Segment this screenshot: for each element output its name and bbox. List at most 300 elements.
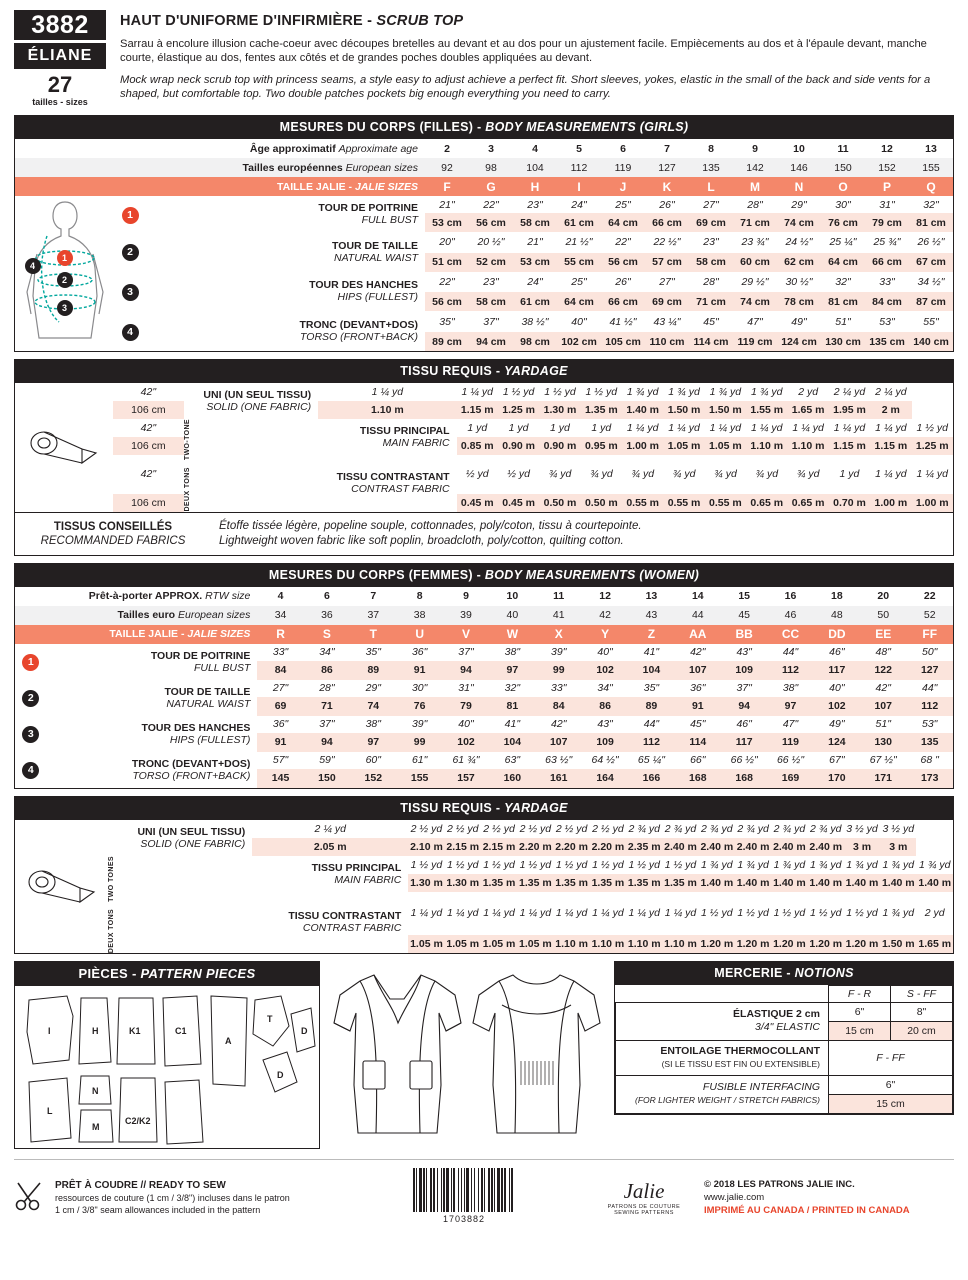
measurement-value-cm: 58 cm [689, 253, 733, 272]
yardage-value-yd: ¾ yd [755, 468, 779, 481]
measurement-value-inch: 23" [483, 275, 499, 288]
yardage-value-yd: 1 ½ yd [585, 386, 618, 398]
size-value: 13 [925, 142, 937, 155]
measurement-value-inch: 47" [747, 315, 763, 328]
measurement-value-cm: 99 [536, 661, 582, 680]
measurement-value-cm: 112 [906, 697, 953, 716]
measurement-value-inch: 28" [703, 275, 719, 288]
size-value: 9 [752, 142, 758, 155]
measurement-value-inch: 39" [411, 718, 428, 731]
measurement-value-inch: 36" [411, 646, 428, 659]
yardage-value-m: 1.40 m [735, 874, 771, 892]
measurement-number [15, 680, 47, 716]
measurement-value-cm: 79 cm [865, 213, 909, 232]
back-view-drawing [469, 965, 604, 1140]
yardage-value-m: 1.65 m [916, 935, 953, 953]
size-value: 15 [738, 590, 750, 603]
ready-to-sew-fr: ressources de couture (1 cm / 3/8") incluses dans le patron [55, 1192, 290, 1203]
measurement-number [15, 716, 47, 752]
yardage-value-yd: ¾ yd [548, 468, 572, 481]
measurement-value-inch: 32" [835, 275, 851, 288]
brand-sub-en: SEWING PATTERNS [614, 1209, 674, 1216]
yardage-value-yd: 1 ¾ yd [918, 858, 951, 871]
yardage-value-yd: 3 ½ yd [882, 822, 915, 835]
size-value: 146 [777, 158, 821, 177]
size-value: 155 [909, 158, 953, 177]
measurement-value-inch: 51" [875, 718, 891, 731]
svg-text:L: L [47, 1105, 53, 1116]
measurement-label: TOUR DE TAILLE NATURAL WAIST [332, 239, 418, 264]
measurement-value-cm: 91 [257, 733, 303, 752]
measurement-value-inch: 25" [615, 198, 631, 211]
measurement-value-cm: 66 cm [601, 292, 645, 311]
yardage-value-yd: 1 ¼ yd [875, 422, 907, 434]
page-title [120, 10, 954, 29]
measurement-value-inch: 66" [690, 754, 706, 767]
yardage-value-yd: 2 ¾ yd [701, 822, 733, 835]
measurement-value-inch: 53" [922, 718, 938, 731]
recommended-label-fr: TISSUS CONSEILLÉS [53, 520, 173, 533]
yardage-value-yd: 1 ¼ yd [446, 907, 479, 920]
yardage-value-m: 1.00 m [870, 494, 911, 512]
size-value: 4 [532, 142, 538, 155]
yardage-value-yd: 1 ¼ yd [371, 386, 404, 398]
barcode-bars [413, 1168, 515, 1212]
size-value: 13 [645, 590, 658, 603]
measurement-value-cm: 91 [675, 697, 721, 716]
yardage-value-m: 2.40 m [735, 838, 771, 856]
measurement-value-cm: 60 cm [733, 253, 777, 272]
measurement-value-cm: 107 [675, 661, 721, 680]
measurement-value-inch: 36" [690, 682, 706, 695]
measurement-value-cm: 66 cm [645, 213, 689, 232]
measurement-value-cm: 173 [906, 769, 953, 788]
size-value: V [443, 625, 489, 644]
yardage-value-m: 0.50 m [581, 494, 622, 512]
measurement-value-inch: 36" [272, 718, 289, 731]
measurement-value-cm: 117 [814, 661, 860, 680]
recommended-labels [15, 514, 211, 554]
notions-section [614, 961, 954, 1115]
measurement-value-inch: 43" [597, 718, 613, 731]
pattern-name: ÉLIANE [14, 43, 106, 69]
svg-text:N: N [92, 1085, 99, 1096]
yardage-value-yd: 1 ¾ yd [626, 386, 659, 398]
yardage-value-m: 0.85 m [457, 437, 498, 455]
size-value: J [601, 177, 645, 196]
yardage-value-m: 1.30 m [408, 874, 444, 892]
measurement-value-inch: 42" [690, 646, 706, 659]
size-row [15, 139, 953, 158]
size-row [15, 177, 953, 196]
measurement-value-cm: 168 [675, 769, 721, 788]
yardage-value-yd: 1 yd [467, 422, 488, 434]
measurement-value-inch: 53" [879, 315, 895, 328]
measurement-label: TOUR DE POITRINE FULL BUST [318, 202, 418, 226]
measurement-label: TRONC (DEVANT+DOS) TORSO (FRONT+BACK) [131, 757, 251, 782]
svg-text:K1: K1 [129, 1025, 141, 1036]
website-link[interactable]: www.jalie.com [704, 1191, 765, 1203]
measurement-value-cm: 97 [767, 697, 813, 716]
yardage-value-m: 1.40 m [771, 874, 807, 892]
size-value: 41 [536, 606, 582, 625]
yardage-value-m: 0.70 m [829, 494, 870, 512]
yardage-value-m: 1.10 m [590, 935, 626, 953]
measurement-value-inch: 37" [319, 718, 335, 731]
measurement-value-inch: 57" [272, 754, 289, 767]
size-value: 127 [645, 158, 689, 177]
measurement-value-cm: 94 [443, 661, 489, 680]
size-value: BB [721, 625, 767, 644]
measurement-value-inch: 25 ¼" [829, 236, 857, 249]
description-fr: Sarrau à encolure illusion cache-coeur avec découpes bretelles au devant et au dos pour un ajustement facile. Empiècements au dos et à l'épaule devant, manche courte, élastique au dos, fentes aux côtés et de grandes poches doubles appliquées au devant. [120, 38, 927, 65]
measurement-value-inch: 45" [690, 718, 706, 731]
yardage-value-m: 1.20 m [735, 935, 771, 953]
measurement-value-cm: 99 [396, 733, 442, 752]
yardage-value-yd: 1 ½ yd [410, 858, 443, 871]
yardage-value-yd: 2 ¼ yd [875, 386, 907, 398]
measurement-value-cm: 56 cm [469, 213, 513, 232]
measurement-value-cm: 74 cm [733, 292, 777, 311]
yardage-value-m: 1.25 m [498, 401, 539, 419]
notions-elastic-label-en: 3/4" ELASTIC [754, 1021, 820, 1034]
size-value: 46 [767, 606, 813, 625]
women-measurements-table [15, 587, 953, 788]
measurement-value-cm: 171 [860, 769, 906, 788]
measurement-badge: 3 [122, 284, 139, 301]
yardage-value-m: 1.35 m [581, 401, 622, 419]
yardage-value-m: 1.10 m [746, 437, 787, 455]
yardage-value-yd: 1 ½ yd [701, 907, 733, 920]
barcode [413, 1168, 515, 1224]
measurement-value-cm: 124 cm [777, 332, 821, 351]
measurement-value-cm: 81 [489, 697, 535, 716]
ready-to-sew-en: 1 cm / 3/8" seam allowances included in the pattern [55, 1204, 261, 1215]
measurement-value-cm: 61 cm [513, 292, 557, 311]
sizes-count-block [14, 74, 106, 108]
size-value: Z [628, 625, 674, 644]
size-value: F [425, 177, 469, 196]
measurement-value-cm: 55 cm [557, 253, 601, 272]
yardage-label: TISSU PRINCIPAL MAIN FABRIC [311, 861, 402, 886]
footer-ready-to-sew [14, 1179, 344, 1216]
yardage-value-m: 0.45 m [457, 494, 498, 512]
size-value: W [489, 625, 535, 644]
yardage-value-m: 1.10 m [553, 935, 589, 953]
measurement-value-cm: 157 [443, 769, 489, 788]
measurement-number [15, 644, 47, 680]
measurement-value-cm: 74 [350, 697, 396, 716]
measurement-value-cm: 86 [582, 697, 628, 716]
yardage-value-yd: ½ yd [507, 468, 530, 481]
size-value: M [733, 177, 777, 196]
measurement-value-cm: 94 cm [469, 332, 513, 351]
copyright-text: © 2018 LES PATRONS JALIE INC. [704, 1178, 855, 1190]
notions-row-interfacing-title [616, 1040, 953, 1075]
measurement-value-cm: 53 cm [513, 253, 557, 272]
measurement-value-inch: 33" [879, 275, 895, 288]
women-yardage-band-en: YARDAGE [504, 800, 568, 815]
measurement-value-inch: 30 ½" [785, 275, 813, 288]
notions-interfacing-sub-fr: (SI LE TISSU EST FIN OU EXTENSIBLE) [661, 1058, 820, 1069]
measurement-value-inch: 33" [551, 682, 567, 695]
yardage-row-m [15, 437, 953, 455]
yardage-value-yd: 2 ½ yd [483, 822, 515, 835]
yardage-value-yd: 1 ½ yd [555, 858, 588, 871]
size-value: 10 [793, 142, 805, 155]
measurement-value-cm: 105 cm [601, 332, 645, 351]
measurement-value-inch: 37" [736, 682, 752, 695]
yardage-value-m: 1.55 m [746, 401, 787, 419]
yardage-value-m: 2.20 m [590, 838, 626, 856]
yardage-label: UNI (UN SEUL TISSU) SOLID (ONE FABRIC) [203, 389, 312, 413]
yardage-value-m: 0.90 m [539, 437, 580, 455]
measurement-badge: 4 [122, 324, 139, 341]
measurement-value-inch: 44" [782, 646, 799, 659]
measurement-value-cm: 102 cm [557, 332, 601, 351]
fabric-roll-illustration [15, 383, 113, 512]
measurement-value-inch: 49" [791, 315, 807, 328]
yardage-value-m: 1.40 m [916, 874, 953, 892]
notions-interfacing-title-fr: ENTOILAGE THERMOCOLLANT [660, 1044, 820, 1057]
measurement-value-cm: 84 cm [865, 292, 909, 311]
size-value: 4 [277, 590, 284, 603]
yardage-value-m: 1.30 m [539, 401, 580, 419]
measurement-value-inch: 67 ½" [869, 754, 897, 767]
yardage-value-yd: 3 ½ yd [846, 822, 878, 835]
notions-elastic-label [616, 1002, 829, 1040]
measurement-value-cm: 66 cm [865, 253, 909, 272]
svg-text:3: 3 [62, 303, 68, 313]
measurement-number [115, 196, 145, 232]
yardage-value-yd: 1 yd [839, 468, 860, 481]
size-value: 150 [821, 158, 865, 177]
size-value: 52 [906, 606, 953, 625]
yardage-value-yd: 1 ¼ yd [833, 422, 866, 434]
recommended-text-en: Lightweight woven fabric like soft poplin, broadcloth, poly/cotton, quilting cotton. [219, 534, 624, 547]
yardage-value-yd: 1 ¼ yd [483, 907, 515, 920]
measurement-value-cm: 91 [396, 661, 442, 680]
svg-text:D: D [301, 1025, 308, 1036]
size-value: X [536, 625, 582, 644]
measurement-value-cm: 140 cm [909, 332, 953, 351]
yardage-value-m: 2.40 m [699, 838, 735, 856]
yardage-value-yd: 1 ¾ yd [846, 858, 878, 871]
yardage-value-m: 1.20 m [699, 935, 735, 953]
yardage-value-m: 1.35 m [626, 874, 662, 892]
women-band-fr: MESURES DU CORPS (FEMMES) - [268, 567, 485, 582]
girls-measurements-band [15, 116, 953, 139]
yardage-value-m: 1.10 m [787, 437, 828, 455]
yardage-value-m: 1.35 m [590, 874, 626, 892]
notions-interfacing-inch: 6" [829, 1075, 953, 1094]
measurement-label: TRONC (DEVANT+DOS) TORSO (FRONT+BACK) [299, 319, 418, 344]
measurement-value-inch: 43 ¼" [653, 315, 681, 328]
measurement-value-inch: 41" [643, 646, 660, 659]
measurement-value-cm: 166 [628, 769, 674, 788]
women-yardage-band [15, 797, 953, 820]
size-value: 11 [837, 142, 849, 155]
measurement-value-cm: 89 [350, 661, 396, 680]
size-value: I [557, 177, 601, 196]
yardage-value-m: 1.05 m [705, 437, 746, 455]
notions-elastic-s-ff-cm: 20 cm [891, 1021, 953, 1040]
measurement-value-inch: 34" [597, 682, 613, 695]
measurement-value-inch: 34 ½" [917, 275, 945, 288]
size-value: DD [814, 625, 860, 644]
measurement-value-inch: 24" [571, 198, 587, 211]
measurement-value-cm: 76 cm [821, 213, 865, 232]
size-value: 50 [860, 606, 906, 625]
measurement-value-inch: 55" [923, 315, 939, 328]
yardage-value-yd: 1 ½ yd [544, 386, 576, 398]
size-value: P [865, 177, 909, 196]
yardage-value-m: 0.55 m [622, 494, 663, 512]
measurement-value-cm: 76 [396, 697, 442, 716]
measurement-value-inch: 44" [643, 718, 660, 731]
measurement-value-cm: 170 [814, 769, 860, 788]
yardage-value-m: 1.30 m [445, 874, 481, 892]
measurement-value-inch: 35" [365, 646, 381, 659]
measurement-value-cm: 109 [582, 733, 628, 752]
barcode-number: 1703882 [442, 1213, 486, 1224]
measurement-value-inch: 44" [922, 682, 938, 695]
yardage-value-yd: ¾ yd [714, 468, 737, 481]
size-value: 8 [708, 142, 714, 155]
size-value: 36 [304, 606, 350, 625]
size-value: L [689, 177, 733, 196]
svg-text:A: A [225, 1035, 232, 1046]
measurement-value-inch: 23 ¾" [741, 236, 769, 249]
yardage-value-yd: 1 ¾ yd [701, 858, 733, 871]
yardage-value-m: 2.40 m [662, 838, 698, 856]
yardage-value-yd: 1 ¾ yd [809, 858, 842, 871]
size-value: 45 [721, 606, 767, 625]
size-value: 119 [601, 158, 645, 177]
measurement-value-cm: 62 cm [777, 253, 821, 272]
girls-band-fr: MESURES DU CORPS (FILLES) - [279, 120, 486, 134]
size-value: G [469, 177, 513, 196]
yardage-value-m: 1.20 m [808, 935, 844, 953]
yardage-value-yd: 1 ¼ yd [410, 907, 443, 920]
measurement-value-inch: 32" [504, 682, 521, 695]
ready-to-sew-text [55, 1179, 290, 1216]
brand-logo [584, 1179, 704, 1216]
measurement-value-cm: 69 cm [645, 292, 689, 311]
notions-elastic-label-fr: ÉLASTIQUE 2 cm [733, 1008, 820, 1021]
size-value: 11 [553, 590, 565, 603]
size-value: 14 [691, 590, 704, 603]
measurement-value-cm: 107 [536, 733, 582, 752]
measurement-label: TOUR DE TAILLE NATURAL WAIST [164, 685, 251, 710]
measurement-value-inch: 20" [439, 236, 455, 249]
size-value: 12 [881, 142, 893, 155]
two-tone-label-text: DEUX TONS TWO-TONE [183, 419, 191, 512]
yardage-value-m: 1.15 m [457, 401, 498, 419]
size-row-label: TAILLE JALIE - JALIE SIZES [15, 625, 257, 644]
girls-band-en: BODY MEASUREMENTS (GIRLS) [485, 120, 689, 134]
size-row-label: Tailles européennes European sizes [15, 158, 425, 177]
yardage-value-m: 1.50 m [880, 935, 916, 953]
size-value: 42 [582, 606, 628, 625]
yardage-value-yd: 2 ¾ yd [773, 822, 806, 835]
measurement-value-inch: 38" [365, 718, 381, 731]
yardage-value-m: 2.15 m [445, 838, 481, 856]
measurement-value-inch: 42" [551, 718, 567, 731]
measurement-value-cm: 89 cm [425, 332, 469, 351]
svg-text:I: I [48, 1025, 51, 1036]
yardage-value-m: 1.35 m [553, 874, 589, 892]
notions-header-row [616, 985, 953, 1002]
yardage-value-yd: 1 yd [508, 422, 529, 434]
size-value: 37 [350, 606, 396, 625]
yardage-value-m: 0.95 m [581, 437, 622, 455]
measurement-value-inch: 24" [527, 275, 543, 288]
size-value: 40 [489, 606, 535, 625]
measurement-value-cm: 119 cm [733, 332, 777, 351]
measurement-row-inch [15, 196, 953, 213]
measurement-value-cm: 64 cm [601, 213, 645, 232]
measurement-badge: 2 [22, 690, 39, 707]
notions-elastic-f-r-cm: 15 cm [829, 1021, 891, 1040]
yardage-value-m: 1.15 m [870, 437, 911, 455]
size-value: 3 [488, 142, 494, 155]
two-tone-vertical-label [184, 419, 318, 512]
measurement-value-cm: 102 [582, 661, 628, 680]
measurement-value-inch: 22" [615, 236, 631, 249]
yardage-value-m: 1.25 m [912, 437, 953, 455]
measurement-value-cm: 155 [396, 769, 442, 788]
measurement-row-inch [15, 311, 953, 332]
size-value: U [396, 625, 442, 644]
svg-text:D: D [277, 1069, 284, 1080]
yardage-value-yd: ¾ yd [672, 468, 696, 481]
brand-sub-fr: PATRONS DE COUTURE [607, 1203, 681, 1210]
measurement-value-cm: 102 [443, 733, 489, 752]
measurement-value-cm: 71 cm [689, 292, 733, 311]
printed-in: IMPRIMÉ AU CANADA / PRINTED IN CANADA [704, 1204, 910, 1216]
yardage-value-yd: 1 ½ yd [592, 858, 624, 871]
measurement-value-cm: 107 [860, 697, 906, 716]
yardage-value-m: 0.55 m [663, 494, 704, 512]
yardage-value-m: 1.05 m [408, 935, 444, 953]
measurement-value-cm: 52 cm [469, 253, 513, 272]
measurement-row-inch [15, 716, 953, 733]
measurement-value-cm: 124 [814, 733, 860, 752]
measurement-value-inch: 37" [458, 646, 474, 659]
measurement-value-cm: 152 [350, 769, 396, 788]
size-value: Q [909, 177, 953, 196]
measurement-value-inch: 29" [365, 682, 381, 695]
measurement-number [15, 752, 47, 788]
yardage-value-yd: 1 ½ yd [446, 858, 479, 871]
yardage-value-m: 1.35 m [481, 874, 517, 892]
measurement-value-inch: 67" [829, 754, 845, 767]
yardage-value-yd: 1 ¼ yd [750, 422, 783, 434]
notions-col1-header: F - R [829, 985, 891, 1002]
recommended-fabrics [15, 512, 953, 555]
women-yardage-section [14, 796, 954, 954]
measurement-value-inch: 21" [439, 198, 455, 211]
measurement-value-inch: 30" [835, 198, 851, 211]
measurement-value-inch: 63" [504, 754, 521, 767]
measurement-value-cm: 78 cm [777, 292, 821, 311]
yardage-label: TISSU PRINCIPAL MAIN FABRIC [359, 425, 450, 449]
measurement-value-inch: 26" [615, 275, 631, 288]
measurement-value-inch: 30" [411, 682, 428, 695]
yardage-value-yd: 1 ¼ yd [664, 907, 697, 920]
yardage-value-yd: 1 ¼ yd [626, 422, 659, 434]
